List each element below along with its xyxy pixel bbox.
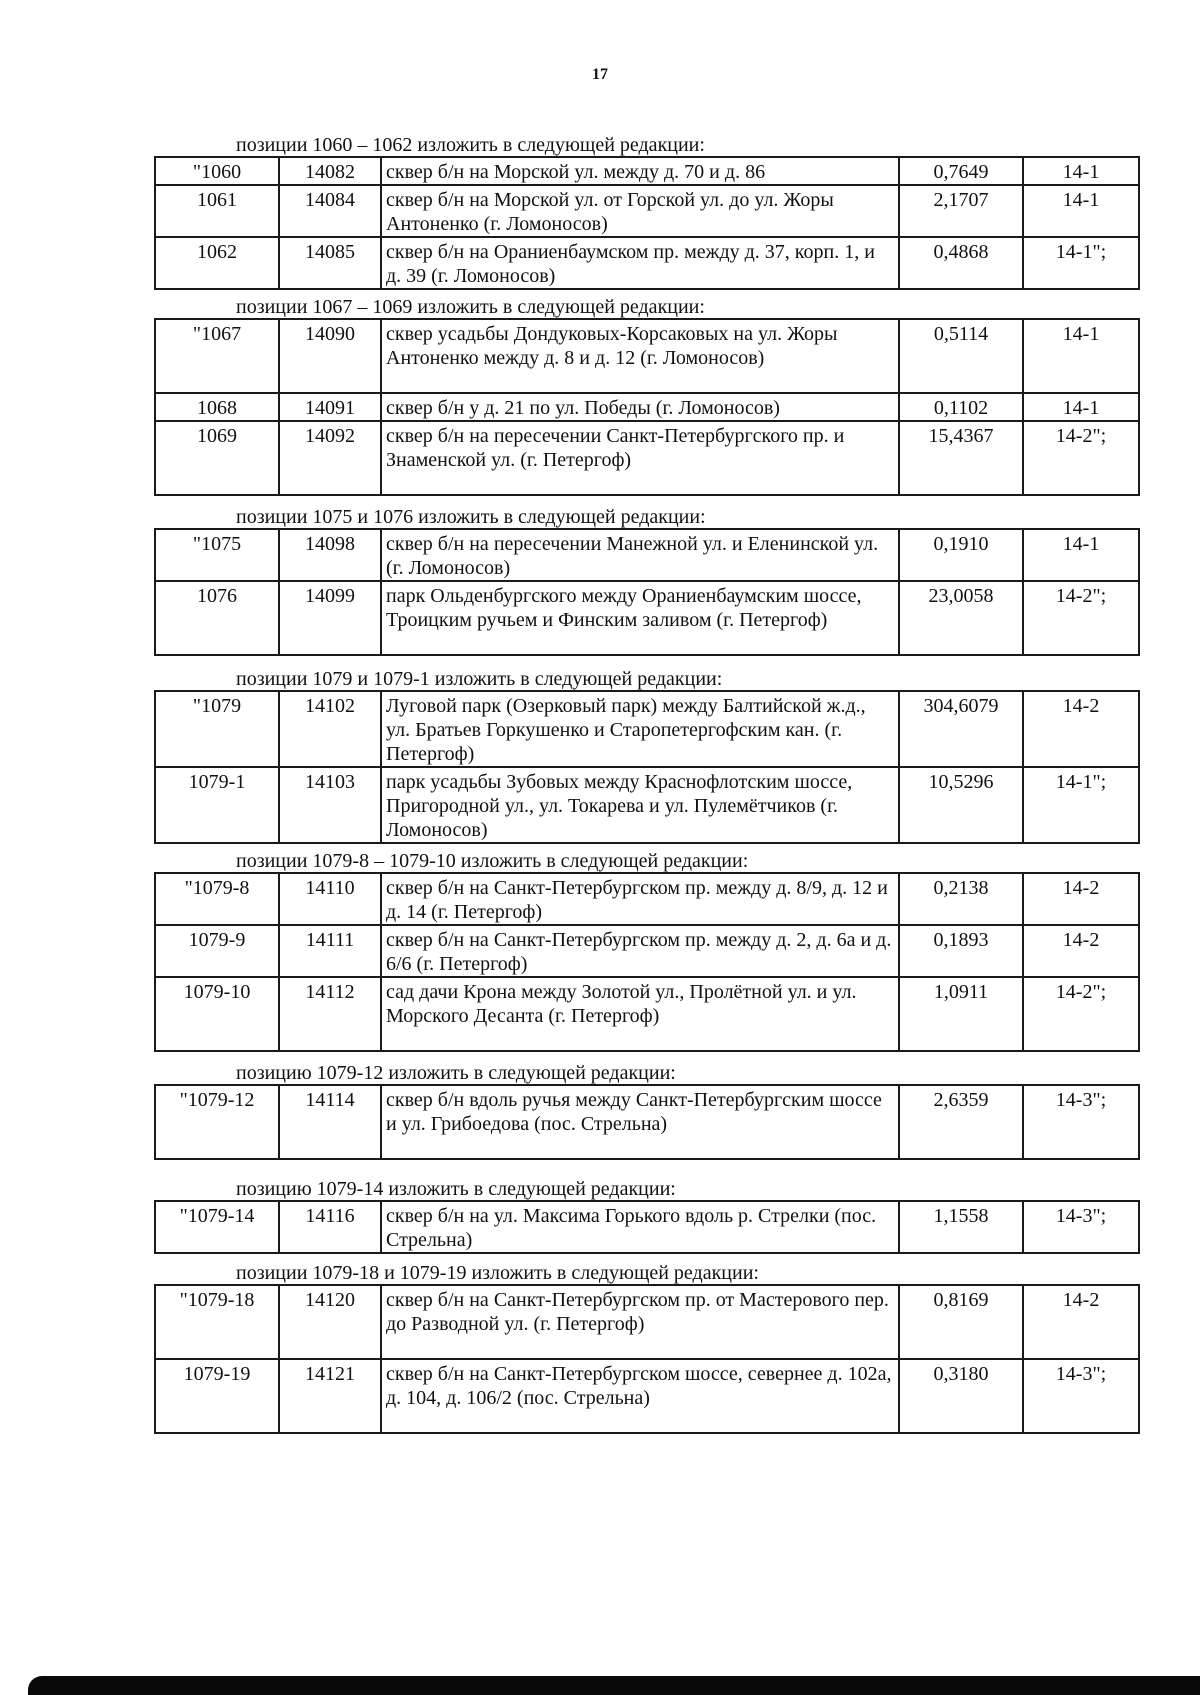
- area-value: 0,1893: [899, 925, 1023, 977]
- object-description: сквер б/н на пересечении Манежной ул. и Еленинской ул. (г. Ломоносов): [381, 529, 899, 581]
- area-value: 1,1558: [899, 1201, 1023, 1253]
- area-value: 304,6079: [899, 691, 1023, 767]
- area-value: 0,8169: [899, 1285, 1023, 1359]
- registry-code: 14084: [279, 185, 381, 237]
- zone-code: 14-3";: [1023, 1201, 1139, 1253]
- position-number: 1079-9: [155, 925, 279, 977]
- area-value: 15,4367: [899, 421, 1023, 495]
- table-row: [155, 421, 1139, 495]
- object-description: сквер б/н вдоль ручья между Санкт-Петербургским шоссе и ул. Грибоедова (пос. Стрельна): [381, 1085, 899, 1159]
- object-description: сквер б/н на ул. Максима Горького вдоль р. Стрелки (пос. Стрельна): [381, 1201, 899, 1253]
- object-description: сквер б/н на пересечении Санкт-Петербургского пр. и Знаменской ул. (г. Петергоф): [381, 421, 899, 495]
- zone-code: 14-1: [1023, 393, 1139, 421]
- table-row: [155, 1285, 1139, 1359]
- registry-code: 14114: [279, 1085, 381, 1159]
- area-value: 10,5296: [899, 767, 1023, 843]
- area-value: 2,1707: [899, 185, 1023, 237]
- positions-table: [154, 1084, 1140, 1160]
- position-number: "1079-14: [155, 1201, 279, 1253]
- table-row: [155, 1085, 1139, 1159]
- section-caption: позиции 1079-8 – 1079-10 изложить в следующей редакции:: [236, 850, 749, 872]
- area-value: 0,5114: [899, 319, 1023, 393]
- position-number: "1079-8: [155, 873, 279, 925]
- section-caption: позиции 1079-18 и 1079-19 изложить в следующей редакции:: [236, 1262, 759, 1284]
- positions-table: [154, 1200, 1140, 1254]
- zone-code: 14-2: [1023, 925, 1139, 977]
- position-number: "1060: [155, 157, 279, 185]
- object-description: сквер б/н у д. 21 по ул. Победы (г. Ломоносов): [381, 393, 899, 421]
- area-value: 0,2138: [899, 873, 1023, 925]
- positions-table: [154, 872, 1140, 1052]
- position-number: "1075: [155, 529, 279, 581]
- table-row: [155, 529, 1139, 581]
- page-number: 17: [592, 66, 608, 83]
- section-caption: позиции 1067 – 1069 изложить в следующей редакции:: [236, 296, 705, 318]
- registry-code: 14111: [279, 925, 381, 977]
- table-row: [155, 157, 1139, 185]
- zone-code: 14-2: [1023, 873, 1139, 925]
- position-number: 1079-19: [155, 1359, 279, 1433]
- table-row: [155, 767, 1139, 843]
- table-row: [155, 185, 1139, 237]
- positions-table: [154, 156, 1140, 290]
- zone-code: 14-2";: [1023, 581, 1139, 655]
- area-value: 0,1102: [899, 393, 1023, 421]
- registry-code: 14120: [279, 1285, 381, 1359]
- object-description: сквер б/н на Морской ул. между д. 70 и д. 86: [381, 157, 899, 185]
- object-description: сквер б/н на Санкт-Петербургском пр. между д. 8/9, д. 12 и д. 14 (г. Петергоф): [381, 873, 899, 925]
- object-description: сквер б/н на Морской ул. от Горской ул. до ул. Жоры Антоненко (г. Ломоносов): [381, 185, 899, 237]
- registry-code: 14103: [279, 767, 381, 843]
- position-number: 1079-1: [155, 767, 279, 843]
- zone-code: 14-2: [1023, 691, 1139, 767]
- registry-code: 14099: [279, 581, 381, 655]
- area-value: 0,4868: [899, 237, 1023, 289]
- registry-code: 14085: [279, 237, 381, 289]
- zone-code: 14-3";: [1023, 1359, 1139, 1433]
- scan-edge-bar: [28, 1676, 1200, 1695]
- registry-code: 14112: [279, 977, 381, 1051]
- registry-code: 14121: [279, 1359, 381, 1433]
- zone-code: 14-2: [1023, 1285, 1139, 1359]
- zone-code: 14-2";: [1023, 421, 1139, 495]
- positions-table: [154, 1284, 1140, 1434]
- object-description: сквер б/н на Санкт-Петербургском пр. между д. 2, д. 6а и д. 6/6 (г. Петергоф): [381, 925, 899, 977]
- position-number: "1079-18: [155, 1285, 279, 1359]
- area-value: 2,6359: [899, 1085, 1023, 1159]
- area-value: 0,7649: [899, 157, 1023, 185]
- object-description: парк усадьбы Зубовых между Краснофлотским шоссе, Пригородной ул., ул. Токарева и ул. Пулемётчиков (г. Ломоносов): [381, 767, 899, 843]
- table-row: [155, 1201, 1139, 1253]
- position-number: 1068: [155, 393, 279, 421]
- registry-code: 14102: [279, 691, 381, 767]
- table-row: [155, 925, 1139, 977]
- area-value: 0,1910: [899, 529, 1023, 581]
- object-description: сквер б/н на Ораниенбаумском пр. между д. 37, корп. 1, и д. 39 (г. Ломоносов): [381, 237, 899, 289]
- registry-code: 14091: [279, 393, 381, 421]
- object-description: сквер б/н на Санкт-Петербургском шоссе, севернее д. 102а, д. 104, д. 106/2 (пос. Стрельна): [381, 1359, 899, 1433]
- object-description: Луговой парк (Озерковый парк) между Балтийской ж.д., ул. Братьев Горкушенко и Старопетергофским кан. (г. Петергоф): [381, 691, 899, 767]
- table-row: [155, 581, 1139, 655]
- object-description: парк Ольденбургского между Ораниенбаумским шоссе, Троицким ручьем и Финским заливом (г. Петергоф): [381, 581, 899, 655]
- positions-table: [154, 528, 1140, 656]
- table-row: [155, 873, 1139, 925]
- table-row: [155, 977, 1139, 1051]
- table-row: [155, 393, 1139, 421]
- position-number: 1076: [155, 581, 279, 655]
- section-caption: позицию 1079-14 изложить в следующей редакции:: [236, 1178, 676, 1200]
- table-row: [155, 691, 1139, 767]
- section-caption: позиции 1060 – 1062 изложить в следующей редакции:: [236, 134, 705, 156]
- registry-code: 14098: [279, 529, 381, 581]
- positions-table: [154, 690, 1140, 844]
- registry-code: 14110: [279, 873, 381, 925]
- position-number: "1067: [155, 319, 279, 393]
- object-description: сад дачи Крона между Золотой ул., Пролётной ул. и ул. Морского Десанта (г. Петергоф): [381, 977, 899, 1051]
- zone-code: 14-1";: [1023, 237, 1139, 289]
- zone-code: 14-1";: [1023, 767, 1139, 843]
- position-number: "1079: [155, 691, 279, 767]
- registry-code: 14116: [279, 1201, 381, 1253]
- section-caption: позиции 1075 и 1076 изложить в следующей редакции:: [236, 506, 706, 528]
- positions-table: [154, 318, 1140, 496]
- zone-code: 14-3";: [1023, 1085, 1139, 1159]
- area-value: 0,3180: [899, 1359, 1023, 1433]
- zone-code: 14-1: [1023, 319, 1139, 393]
- registry-code: 14082: [279, 157, 381, 185]
- area-value: 1,0911: [899, 977, 1023, 1051]
- object-description: сквер усадьбы Дондуковых-Корсаковых на ул. Жоры Антоненко между д. 8 и д. 12 (г. Ломоносов): [381, 319, 899, 393]
- zone-code: 14-2";: [1023, 977, 1139, 1051]
- position-number: "1079-12: [155, 1085, 279, 1159]
- table-row: [155, 237, 1139, 289]
- area-value: 23,0058: [899, 581, 1023, 655]
- position-number: 1069: [155, 421, 279, 495]
- zone-code: 14-1: [1023, 185, 1139, 237]
- object-description: сквер б/н на Санкт-Петербургском пр. от Мастерового пер. до Разводной ул. (г. Петергоф): [381, 1285, 899, 1359]
- position-number: 1062: [155, 237, 279, 289]
- zone-code: 14-1: [1023, 529, 1139, 581]
- position-number: 1061: [155, 185, 279, 237]
- zone-code: 14-1: [1023, 157, 1139, 185]
- table-row: [155, 1359, 1139, 1433]
- position-number: 1079-10: [155, 977, 279, 1051]
- section-caption: позиции 1079 и 1079-1 изложить в следующей редакции:: [236, 668, 723, 690]
- registry-code: 14092: [279, 421, 381, 495]
- section-caption: позицию 1079-12 изложить в следующей редакции:: [236, 1062, 676, 1084]
- table-row: [155, 319, 1139, 393]
- registry-code: 14090: [279, 319, 381, 393]
